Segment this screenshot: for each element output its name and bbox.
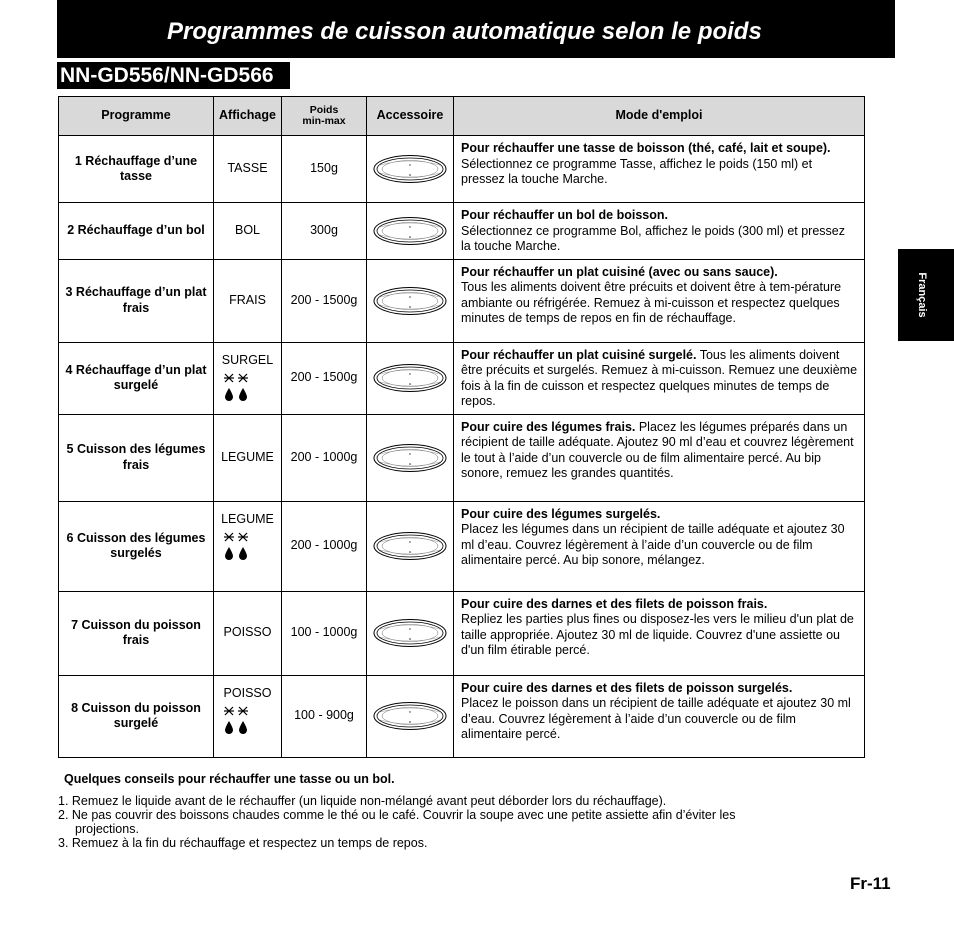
- header-poids-line2: min-max: [302, 115, 346, 127]
- svg-text:v: v: [409, 162, 411, 167]
- accessory-cell: [367, 203, 454, 260]
- frozen-symbol-icon: [214, 372, 281, 402]
- language-tab-label: Français: [916, 272, 928, 318]
- table-row: [59, 414, 865, 501]
- programme-table: [58, 96, 865, 758]
- mode-lead: Pour réchauffer un plat cuisiné (avec ou sans sauce).: [461, 264, 778, 279]
- programme-cell: 3 Réchauffage d’un plat frais: [59, 259, 214, 342]
- display-cell: [214, 342, 282, 414]
- svg-text:o: o: [408, 381, 412, 386]
- programme-cell: 8 Cuisson du poisson surgelé: [59, 675, 214, 757]
- page-title: Programmes de cuisson automatique selon le poids: [167, 18, 762, 45]
- display-cell: [214, 591, 282, 675]
- table-row: [59, 136, 865, 203]
- weight-cell: 100 - 900g: [282, 675, 367, 757]
- svg-text:v: v: [409, 450, 411, 456]
- mode-text: Placez les légumes dans un récipient de taille adéquate et ajoutez 30 ml d’eau. Couvrez légèrement à l’aide d’un couvercle ou de film alimentaire percé. Au bip sonore, mélangez.: [461, 522, 845, 567]
- svg-text:o: o: [408, 460, 412, 466]
- header-affichage: Affichage: [214, 97, 282, 136]
- language-tab: [898, 249, 954, 341]
- mode-lead: Pour réchauffer un bol de boisson.: [461, 208, 668, 222]
- mode-text: Repliez les parties plus fines ou disposez-les vers le milieu d'un plat de taille appropriée. Ajoutez 30 ml de liquide. Couvrez d'une assiette ou d'un film étirable percé.: [461, 612, 854, 657]
- mode-lead: Pour cuire des légumes surgelés.: [461, 506, 661, 521]
- display-cell: [214, 501, 282, 591]
- svg-text:o: o: [408, 636, 412, 641]
- display-cell: [214, 675, 282, 757]
- weight-cell: 100 - 1000g: [282, 591, 367, 675]
- accessory-cell: [367, 591, 454, 675]
- mode-lead: Pour réchauffer un plat cuisiné surgelé.: [461, 347, 697, 362]
- programme-cell: 4 Réchauffage d’un plat surgelé: [59, 342, 214, 414]
- turntable-plate-icon: [367, 701, 453, 731]
- table-header-row: [59, 97, 865, 136]
- mode-text: Sélectionnez ce programme Tasse, affichez le poids (150 ml) et pressez la touche Marche.: [461, 156, 813, 186]
- mode-text: Tous les aliments doivent être précuits et surgelés. Remuez à mi-cuisson. Remuez une deuxième fois à la fin de cuisson et respectez quelques minutes de temps de repos.: [461, 347, 858, 408]
- display-label: SURGEL: [221, 352, 274, 367]
- mode-text: Placez le poisson dans un récipient de taille adéquate et ajoutez 30 ml d’eau. Couvrez légèrement à l’aide d’un couvercle ou de film alimentaire percé.: [461, 696, 851, 741]
- programme-cell: 6 Cuisson des légumes surgelés: [59, 501, 214, 591]
- accessory-cell: [367, 414, 454, 501]
- turntable-plate-icon: [367, 531, 453, 561]
- svg-text:o: o: [408, 233, 412, 239]
- mode-cell: [454, 136, 865, 203]
- tips-section: [58, 772, 778, 850]
- svg-text:o: o: [408, 172, 412, 177]
- display-label: BOL: [234, 223, 260, 237]
- header-accessoire: Accessoire: [367, 97, 454, 136]
- mode-cell: [454, 414, 865, 501]
- tip-item: 2. Ne pas couvrir des boissons chaudes comme le thé ou le café. Couvrir la soupe avec une petite assiette afin d’éviter les projections.: [58, 808, 736, 836]
- mode-lead: Pour réchauffer une tasse de boisson (thé, café, lait et soupe).: [461, 141, 831, 155]
- header-mode: Mode d'emploi: [454, 97, 865, 136]
- weight-cell: 200 - 1000g: [282, 414, 367, 501]
- turntable-plate-icon: [367, 216, 453, 246]
- tip-item: 1. Remuez le liquide avant de le réchauffer (un liquide non-mélangé avant peut déborder lors du réchauffage).: [58, 794, 667, 808]
- header-poids-line1: Poids: [309, 104, 339, 116]
- programme-cell: 5 Cuisson des légumes frais: [59, 414, 214, 501]
- mode-cell: [454, 591, 865, 675]
- programme-cell: 2 Réchauffage d’un bol: [59, 203, 214, 260]
- weight-cell: 200 - 1000g: [282, 501, 367, 591]
- weight-cell: 200 - 1500g: [282, 259, 367, 342]
- accessory-cell: [367, 342, 454, 414]
- turntable-plate-icon: [367, 363, 453, 393]
- display-label: LEGUME: [221, 449, 274, 464]
- display-label: POISSO: [223, 685, 272, 700]
- display-cell: [214, 414, 282, 501]
- display-cell: [214, 203, 282, 260]
- mode-lead: Pour cuire des darnes et des filets de poisson frais.: [461, 596, 768, 611]
- tip-item: 3. Remuez à la fin du réchauffage et respectez un temps de repos.: [58, 836, 428, 850]
- mode-cell: [454, 342, 865, 414]
- page-number: Fr-11: [850, 874, 891, 893]
- mode-cell: [454, 259, 865, 342]
- mode-text: Placez les légumes préparés dans un récipient de taille adéquate. Ajoutez 90 ml d’eau et couvrez légèrement le tout à l’aide d’un couvercle ou de film alimentaire percé. Au bip sonore, remuez les grandes quantités.: [461, 419, 854, 480]
- accessory-cell: [367, 501, 454, 591]
- frozen-symbol-icon: [214, 705, 281, 735]
- svg-text:v: v: [409, 371, 411, 376]
- model-heading: NN-GD556/NN-GD566: [57, 62, 290, 89]
- tips-title: Quelques conseils pour réchauffer une tasse ou un bol.: [64, 772, 395, 786]
- frozen-symbol-icon: [214, 531, 281, 561]
- svg-text:v: v: [409, 293, 411, 299]
- table-row: [59, 591, 865, 675]
- mode-text: Sélectionnez ce programme Bol, affichez le poids (300 ml) et pressez la touche Marche.: [461, 223, 845, 253]
- title-bar: [57, 0, 895, 58]
- mode-lead: Pour cuire des légumes frais.: [461, 419, 636, 434]
- weight-cell: 150g: [282, 136, 367, 203]
- header-programme: Programme: [59, 97, 214, 136]
- table-row: [59, 675, 865, 757]
- mode-text: Tous les aliments doivent être précuits et doivent être à tem-pérature ambiante ou réfrigérée. Remuez à mi-cuisson et respectez quelques minutes de temps de repos en fin de réchauffage.: [461, 280, 842, 325]
- svg-text:v: v: [409, 539, 411, 544]
- accessory-cell: [367, 259, 454, 342]
- table-row: [59, 203, 865, 260]
- display-label: POISSO: [223, 625, 272, 640]
- programme-cell: 1 Réchauffage d’une tasse: [59, 136, 214, 203]
- mode-lead: Pour cuire des darnes et des filets de poisson surgelés.: [461, 680, 793, 695]
- display-cell: [214, 136, 282, 203]
- svg-text:o: o: [408, 719, 412, 724]
- accessory-cell: [367, 136, 454, 203]
- svg-text:v: v: [409, 223, 411, 229]
- svg-text:v: v: [409, 709, 411, 714]
- table-row: [59, 342, 865, 414]
- table-row: [59, 501, 865, 591]
- mode-cell: [454, 675, 865, 757]
- programme-cell: 7 Cuisson du poisson frais: [59, 591, 214, 675]
- display-label: LEGUME: [221, 511, 274, 526]
- turntable-plate-icon: [367, 443, 453, 473]
- weight-cell: 300g: [282, 203, 367, 260]
- mode-cell: [454, 501, 865, 591]
- display-label: FRAIS: [229, 292, 266, 307]
- turntable-plate-icon: [367, 618, 453, 648]
- table-row: [59, 259, 865, 342]
- weight-cell: 200 - 1500g: [282, 342, 367, 414]
- mode-cell: [454, 203, 865, 260]
- accessory-cell: [367, 675, 454, 757]
- turntable-plate-icon: [367, 154, 453, 184]
- svg-text:o: o: [408, 303, 412, 309]
- turntable-plate-icon: [367, 286, 453, 316]
- svg-text:v: v: [409, 626, 411, 631]
- display-label: TASSE: [227, 161, 268, 176]
- header-poids: [282, 97, 367, 136]
- svg-text:o: o: [408, 549, 412, 554]
- display-cell: [214, 259, 282, 342]
